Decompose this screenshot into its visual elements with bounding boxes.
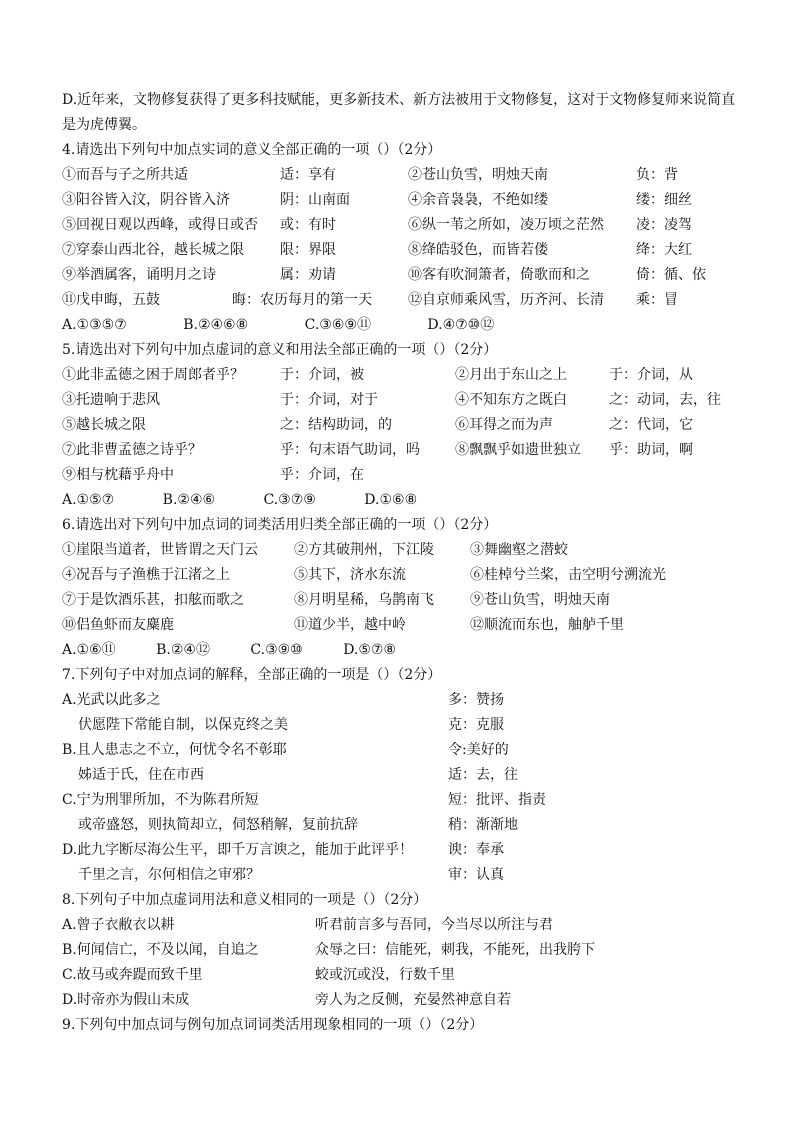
option-d[interactable]: D.④⑦⑩⑫: [427, 317, 495, 333]
question-8-title: 8.下列句子中加点虚词用法和意义相同的一项是（）（2分）: [62, 892, 428, 908]
q8-sentence: A.曾子衣敝衣以耕: [62, 917, 175, 933]
option-b[interactable]: B.②④⑥⑧: [183, 317, 249, 333]
q8-row[interactable]: [62, 913, 742, 938]
q6-sentence: ⑦于是饮酒乐甚，扣舷而歌之: [62, 592, 244, 608]
question-7-title: 7.下列句子中对加点词的解释，全部正确的一项是（）（2分）: [62, 667, 442, 683]
q7-row: [62, 813, 742, 838]
q7-sentence: 姊适于氏，住在市西: [78, 767, 204, 783]
q7-gloss: 谀：奉承: [448, 842, 504, 858]
q8-compare-sentence: 蛟或沉或没，行数千里: [315, 967, 455, 983]
q7-row[interactable]: [62, 788, 742, 813]
q5-row: [62, 388, 742, 413]
q8-sentence: B.何闻信亡，不及以闻，自追之: [62, 942, 259, 958]
q7-gloss: 审：认真: [448, 867, 504, 883]
q6-sentence: ⑩侣鱼虾而友麋鹿: [62, 617, 174, 633]
question-9-title: 9.下列句中加点词与例句加点词词类活用现象相同的一项（）（2分）: [62, 1017, 484, 1033]
q5-row: [62, 463, 742, 488]
q4-gloss: 负：背: [636, 167, 678, 183]
q4-row: [62, 288, 742, 313]
q7-sentence: B.且人患志之不立，何忧令名不彰耶: [62, 742, 287, 758]
q8-sentence: C.故马或奔踶而致千里: [62, 967, 203, 983]
q7-row[interactable]: [62, 738, 742, 763]
q4-gloss: 适：享有: [280, 167, 336, 183]
q4-sentence: ⑫自京师乘风雪，历齐河、长清: [408, 292, 604, 308]
q6-sentence: ①崖限当道者，世皆谓之天门云: [62, 542, 258, 558]
q4-gloss: 凌：凌驾: [636, 217, 692, 233]
option-d[interactable]: D.①⑥⑧: [364, 492, 418, 508]
option-b[interactable]: B.②④⑥: [162, 492, 216, 508]
q5-sentence: ⑧飘飘乎如遗世独立: [455, 442, 581, 458]
q4-gloss: 乘：冒: [636, 292, 678, 308]
q6-row: [62, 613, 742, 638]
q5-row: [62, 413, 742, 438]
q5-sentence: ④不知东方之既白: [455, 392, 567, 408]
q6-sentence: ⑨苍山负雪，明烛天南: [470, 592, 610, 608]
q7-sentence: C.宁为刑罪所加，不为陈君所短: [62, 792, 259, 808]
question-5-table: [62, 363, 742, 488]
q7-sentence: 千里之言，尔何相信之审邪？: [78, 867, 260, 883]
q5-gloss: 于：介词，对于: [280, 392, 378, 408]
q7-row[interactable]: [62, 688, 742, 713]
question-7-table: [62, 688, 742, 888]
q5-sentence: ③托遗响于悲风: [62, 392, 160, 408]
q6-row: [62, 563, 742, 588]
q4-gloss: 阴：山南面: [280, 192, 350, 208]
q7-row[interactable]: [62, 838, 742, 863]
q6-sentence: ⑤其下，济水东流: [294, 567, 406, 583]
q7-sentence: 伏愿陛下常能自制，以保克终之美: [78, 717, 288, 733]
q8-row[interactable]: [62, 963, 742, 988]
q8-row[interactable]: [62, 988, 742, 1013]
q4-sentence: ⑧绛皓驳色，而皆若偻: [408, 242, 548, 258]
q5-sentence: ⑥耳得之而为声: [455, 417, 553, 433]
q6-row: [62, 588, 742, 613]
q6-sentence: ⑥桂棹兮兰桨，击空明兮溯流光: [470, 567, 666, 583]
q6-row: [62, 538, 742, 563]
q7-gloss: 令:美好的: [448, 742, 509, 758]
option-a[interactable]: A.①⑥⑪: [62, 642, 116, 658]
q4-sentence: ⑦穿泰山西北谷，越长城之限: [62, 242, 244, 258]
q7-gloss: 克：克服: [448, 717, 504, 733]
q4-gloss: 或：有时: [280, 217, 336, 233]
q4-gloss: 限：界限: [280, 242, 336, 258]
q5-gloss: 于：介词，被: [280, 367, 364, 383]
q4-sentence: ⑤回视日观以西峰，或得日或否: [62, 217, 258, 233]
q4-sentence: ⑥纵一苇之所如，凌万顷之茫然: [408, 217, 604, 233]
intro-option-d: D.近年来，文物修复获得了更多科技赋能，更多新技术、新方法被用于文物修复，这对于文物修复师来说简直是为虎傅翼。: [62, 92, 736, 133]
option-a[interactable]: A.①③⑤⑦: [62, 317, 127, 333]
q7-sentence: A.光武以此多之: [62, 692, 161, 708]
q4-row: [62, 163, 742, 188]
q5-sentence: ②月出于东山之上: [455, 367, 567, 383]
q4-gloss: 属：劝请: [280, 267, 336, 283]
q7-row: [62, 863, 742, 888]
q5-sentence: ⑤越长城之限: [62, 417, 146, 433]
q5-gloss: 乎：助词，啊: [609, 442, 693, 458]
q4-row: [62, 213, 742, 238]
q4-sentence: ⑩客有吹洞箫者，倚歌而和之: [408, 267, 590, 283]
q5-gloss: 之：结构助词，的: [280, 417, 392, 433]
q7-gloss: 适：去，往: [448, 767, 518, 783]
q7-gloss: 短：批评、指责: [448, 792, 546, 808]
q4-gloss: 绛：大红: [636, 242, 692, 258]
exam-page: [62, 88, 742, 1038]
question-4-table: [62, 163, 742, 313]
q7-row: [62, 763, 742, 788]
q8-compare-sentence: 旁人为之反侧，充晏然神意自若: [315, 992, 511, 1008]
question-6-options: [62, 638, 742, 663]
q6-sentence: ⑧月明星稀，乌鹊南飞: [294, 592, 434, 608]
q4-gloss: 晦：农历每月的第一天: [232, 292, 372, 308]
q5-sentence: ①此非孟德之困于周郎者乎？: [62, 367, 244, 383]
option-a[interactable]: A.①⑤⑦: [62, 492, 115, 508]
question-4-title: 4.请选出下列句中加点实词的意义全部正确的一项（）（2分）: [62, 142, 442, 158]
q4-sentence: ④余音袅袅，不绝如缕: [408, 192, 548, 208]
q4-gloss: 倚：循、依: [636, 267, 706, 283]
q4-sentence: ②苍山负雪，明烛天南: [408, 167, 548, 183]
q6-sentence: ③舞幽壑之潜蛟: [470, 542, 568, 558]
q6-sentence: ⑫顺流而东也，舳舻千里: [470, 617, 624, 633]
q4-sentence: ③阳谷皆入汶，阴谷皆入济: [62, 192, 230, 208]
q4-sentence: ⑪戊申晦，五鼓: [62, 292, 160, 308]
q5-gloss: 乎：介词，在: [280, 467, 364, 483]
q5-sentence: ⑨相与枕藉乎舟中: [62, 467, 174, 483]
q7-gloss: 稍：渐渐地: [448, 817, 518, 833]
q8-row[interactable]: [62, 938, 742, 963]
q8-compare-sentence: 听君前言多与吾同，今当尽以所注与君: [315, 917, 553, 933]
question-6-table: [62, 538, 742, 638]
q5-gloss: 之：代词，它: [609, 417, 693, 433]
question-5-title: 5.请选出对下列句中加点虚词的意义和用法全部正确的一项（）（2分）: [62, 342, 498, 358]
option-c[interactable]: C.③⑥⑨⑪: [304, 317, 371, 333]
q8-compare-sentence: 众辱之曰：信能死，刺我，不能死，出我胯下: [315, 942, 595, 958]
q4-gloss: 缕：细丝: [636, 192, 692, 208]
q7-sentence: D.此九字断尽海公生平，即千万言谀之，能加于此评乎！: [62, 842, 414, 858]
question-4-options: [62, 313, 742, 338]
question-6-title: 6.请选出对下列句中加点词的词类活用归类全部正确的一项（）（2分）: [62, 517, 498, 533]
question-8-table: [62, 913, 742, 1013]
q4-row: [62, 263, 742, 288]
option-c[interactable]: C.③⑦⑨: [263, 492, 316, 508]
q7-row: [62, 713, 742, 738]
q4-row: [62, 188, 742, 213]
q5-gloss: 乎：句末语气助词，吗: [280, 442, 420, 458]
q5-gloss: 于：介词，从: [609, 367, 693, 383]
q6-sentence: ②方其破荆州，下江陵: [294, 542, 434, 558]
option-b[interactable]: B.②④⑫: [156, 642, 210, 658]
question-5-options: [62, 488, 742, 513]
q4-sentence: ①而吾与子之所共适: [62, 167, 188, 183]
q5-gloss: 之：动词，去，往: [609, 392, 721, 408]
option-c[interactable]: C.③⑨⑩: [250, 642, 303, 658]
q7-sentence: 或帝盛怒，则执简却立，伺怒稍解，复前抗辞: [78, 817, 358, 833]
q8-sentence: D.时帝亦为假山未成: [62, 992, 190, 1008]
q4-sentence: ⑨举酒属客，诵明月之诗: [62, 267, 216, 283]
q4-row: [62, 238, 742, 263]
q5-sentence: ⑦此非曹孟德之诗乎？: [62, 442, 202, 458]
q5-row: [62, 438, 742, 463]
q6-sentence: ⑪道少半，越中岭: [294, 617, 406, 633]
q6-sentence: ④况吾与子渔樵于江渚之上: [62, 567, 230, 583]
q7-gloss: 多：赞扬: [448, 692, 504, 708]
q5-row: [62, 363, 742, 388]
option-d[interactable]: D.⑤⑦⑧: [343, 642, 397, 658]
